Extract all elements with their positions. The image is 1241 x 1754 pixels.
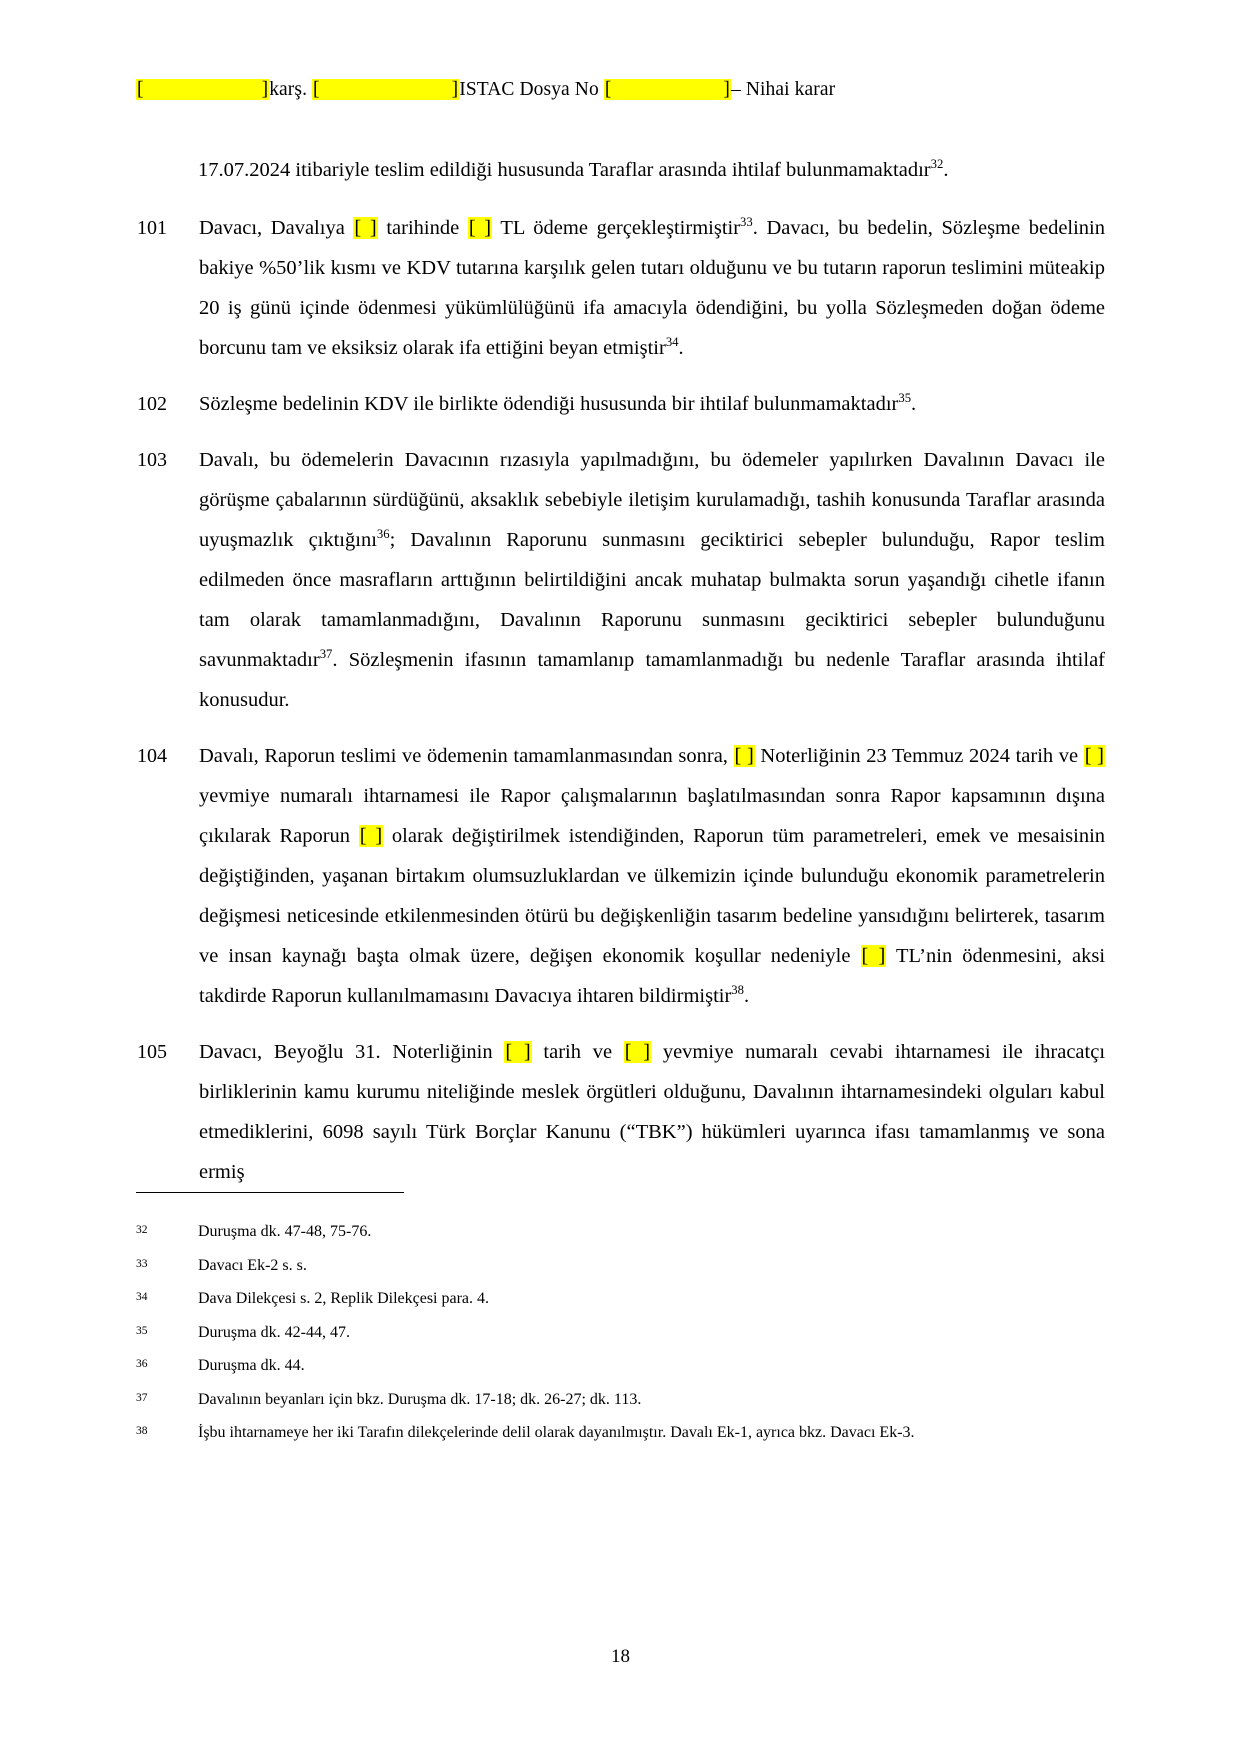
footnote-ref-37[interactable]: 37 — [319, 647, 333, 662]
text-run: . — [744, 985, 750, 1007]
footnote-ref-32[interactable]: 32 — [930, 157, 944, 172]
text-run: yevmiye numaralı ihtarnamesi ile Rapor çalışmalarının başlatılmasından sonra Rapor kapsamının dışına çıkılarak Raporun — [199, 785, 1105, 847]
footnote-text: İşbu ihtarnameye her iki Tarafın dilekçelerinde delil olarak dayanılmıştır. Davalı Ek-1, ayrıca bkz. Davacı Ek-3. — [198, 1424, 915, 1441]
text-run: Noterliğinin 23 Temmuz 2024 tarih ve — [754, 745, 1084, 767]
decision-label: – Nihai karar — [731, 79, 836, 100]
running-header — [136, 78, 1105, 101]
paragraph-number: 101 — [137, 217, 167, 239]
footnote-text: Davacı Ek-2 s. s. — [198, 1256, 307, 1274]
paragraph-104 — [136, 736, 1105, 1016]
paragraph-101 — [136, 208, 1105, 368]
paragraph-number: 103 — [137, 449, 167, 471]
footnote-number: 35 — [136, 1324, 148, 1337]
text-run: Davacı, Beyoğlu 31. Noterliğinin — [199, 1041, 505, 1063]
text-run: yevmiye numaralı cevabi ihtarnamesi ile ihracatçı birliklerinin kamu kurumu niteliğinde meslek örgütleri olduğunu, Davalının ihtarnamesindeki olguları kabul etmediklerini, 6098 sayılı Türk Borçlar Kanunu (“TBK”) hükümleri uyarınca ifası tamamlanmış ve sona ermiş — [199, 1041, 1106, 1183]
paragraph-text — [199, 384, 1105, 424]
text-run: Davacı, Davalıya — [199, 217, 354, 239]
footnote-number: 34 — [136, 1291, 148, 1303]
footnote-text: Duruşma dk. 47-48, 75-76. — [198, 1223, 372, 1240]
redacted-party-b: [ ] — [313, 79, 459, 100]
footnote-ref-36[interactable]: 36 — [376, 527, 390, 542]
footnote-list — [136, 1222, 1106, 1457]
paragraph-102 — [136, 384, 1105, 424]
page-number: 18 — [611, 1646, 630, 1667]
versus-label: karş. — [269, 79, 308, 100]
footnote-38 — [136, 1423, 1106, 1443]
paragraph-103 — [136, 440, 1105, 720]
footnote-number: 38 — [136, 1425, 148, 1437]
text-run: tarih ve — [531, 1041, 624, 1063]
case-label: ISTAC Dosya No — [459, 79, 599, 100]
continued-paragraph — [136, 150, 1105, 190]
text-run: Davalı, bu ödemelerin Davacının rızasıyla yapılmadığını, bu ödemeler yapılırken Davalının Davacı ile görüşme çabalarının sürdüğünü, aksaklık sebebiyle iletişim kurulamadığı, tashih konusunda Taraflar arasında uyuşmazlık çıktığını — [199, 449, 1105, 551]
text-run: . — [678, 337, 684, 359]
footnote-33 — [136, 1256, 1106, 1276]
paragraph-number: 105 — [137, 1041, 167, 1063]
redacted-field: [ ] — [468, 217, 492, 239]
footnote-37 — [136, 1390, 1106, 1410]
text-run: olarak değiştirilmek istendiğinden, Raporun tüm parametreleri, emek ve mesaisinin değiştiğinden, yaşanan birtakım olumsuzluklardan ve ülkemizin içinde bulunduğu ekonomik parametrelerin değişmesi neticesinde etkilenmesinden ötürü bu değişkenliğin tasarım bedeline yansıdığını belirterek, tasarım ve insan kaynağı başta olmak üzere, değişen ekonomik koşullar nedeniyle — [199, 825, 1106, 967]
redacted-field: [ ] — [505, 1041, 531, 1063]
redacted-field: [ ] — [624, 1041, 651, 1063]
text-run: . Davacı, bu bedelin, Sözleşme bedelinin bakiye %50’lik kısmı ve KDV tutarına karşılık gelen tutarı olduğunu ve bu tutarın raporun teslimini müteakip 20 iş günü içinde ödenmesi yükümlülüğünü ifa amacıyla ödendiğini, bu yolla Sözleşmeden doğan ödeme borcunu tam ve eksiksiz olarak ifa ettiğini beyan etmiştir — [199, 217, 1106, 359]
footnote-ref-34[interactable]: 34 — [665, 335, 679, 350]
footnote-text: Davalının beyanları için bkz. Duruşma dk. 17-18; dk. 26-27; dk. 113. — [198, 1390, 642, 1408]
redacted-field: [ ] — [354, 217, 377, 239]
footnote-text: Duruşma dk. 42-44, 47. — [198, 1323, 350, 1341]
document-body — [136, 150, 1105, 1208]
text-run: Sözleşme bedelinin KDV ile birlikte ödendiği hususunda bir ihtilaf bulunmamaktadır — [199, 393, 899, 415]
redacted-case-number: [ ] — [604, 79, 730, 100]
numbered-paragraph-list — [136, 208, 1105, 1192]
text-run: ; Davalının Raporunu sunmasını geciktirici sebepler bulunduğu, Rapor teslim edilmeden önce masrafların arttığının belirtildiğini ancak muhatap bulmakta sorun yaşandığı cihetle ifanın tam olarak tamamlanmadığını, Davalının Raporunu sunmasını geciktirici sebepler bulunduğunu savunmaktadır — [199, 529, 1106, 671]
text-run: . Sözleşmenin ifasının tamamlanıp tamamlanmadığı bu nedenle Taraflar arasında ihtilaf konusudur. — [199, 649, 1105, 711]
text-run: TL ödeme gerçekleştirmiştir — [492, 217, 741, 239]
redacted-field: [ ] — [734, 745, 754, 767]
footnote-ref-38[interactable]: 38 — [731, 983, 744, 998]
paragraph-number: 104 — [137, 745, 167, 767]
footnote-number: 33 — [136, 1257, 148, 1270]
paragraph-text — [199, 208, 1105, 368]
footnote-ref-35[interactable]: 35 — [898, 391, 912, 406]
paragraph-text — [199, 736, 1105, 1016]
paragraph-105 — [136, 1032, 1105, 1192]
continued-paragraph-tail: . — [943, 159, 949, 181]
paragraph-number: 102 — [137, 393, 167, 415]
footnote-36 — [136, 1356, 1106, 1376]
footnote-32 — [136, 1222, 1106, 1242]
paragraph-text — [199, 1032, 1105, 1192]
redacted-field: [ ] — [1084, 745, 1104, 767]
continued-paragraph-body: 17.07.2024 itibariyle teslim edildiği hususunda Taraflar arasında ihtilaf bulunmamaktadır — [198, 159, 931, 181]
text-run: tarihinde — [377, 217, 468, 239]
footnote-number: 36 — [136, 1358, 148, 1370]
redacted-field: [ ] — [861, 945, 886, 967]
footnote-35 — [136, 1323, 1106, 1343]
footnote-text: Dava Dilekçesi s. 2, Replik Dilekçesi para. 4. — [198, 1290, 490, 1307]
footnote-34 — [136, 1289, 1106, 1309]
footnote-number: 32 — [136, 1224, 148, 1236]
footnote-separator — [136, 1192, 404, 1193]
text-run: Davalı, Raporun teslimi ve ödemenin tamamlanmasından sonra, — [199, 745, 734, 767]
footnote-number: 37 — [136, 1391, 148, 1404]
continued-paragraph-text — [198, 150, 1105, 190]
footnote-ref-33[interactable]: 33 — [740, 215, 753, 230]
text-run: . — [911, 393, 917, 415]
redacted-party-a: [ ] — [137, 79, 269, 100]
text-run: TL’nin ödenmesini, aksi takdirde Raporun kullanılmamasını Davacıya ihtaren bildirmiştir — [199, 945, 1106, 1007]
footnote-text: Duruşma dk. 44. — [198, 1357, 305, 1374]
paragraph-text — [199, 440, 1105, 720]
redacted-field: [ ] — [359, 825, 383, 847]
